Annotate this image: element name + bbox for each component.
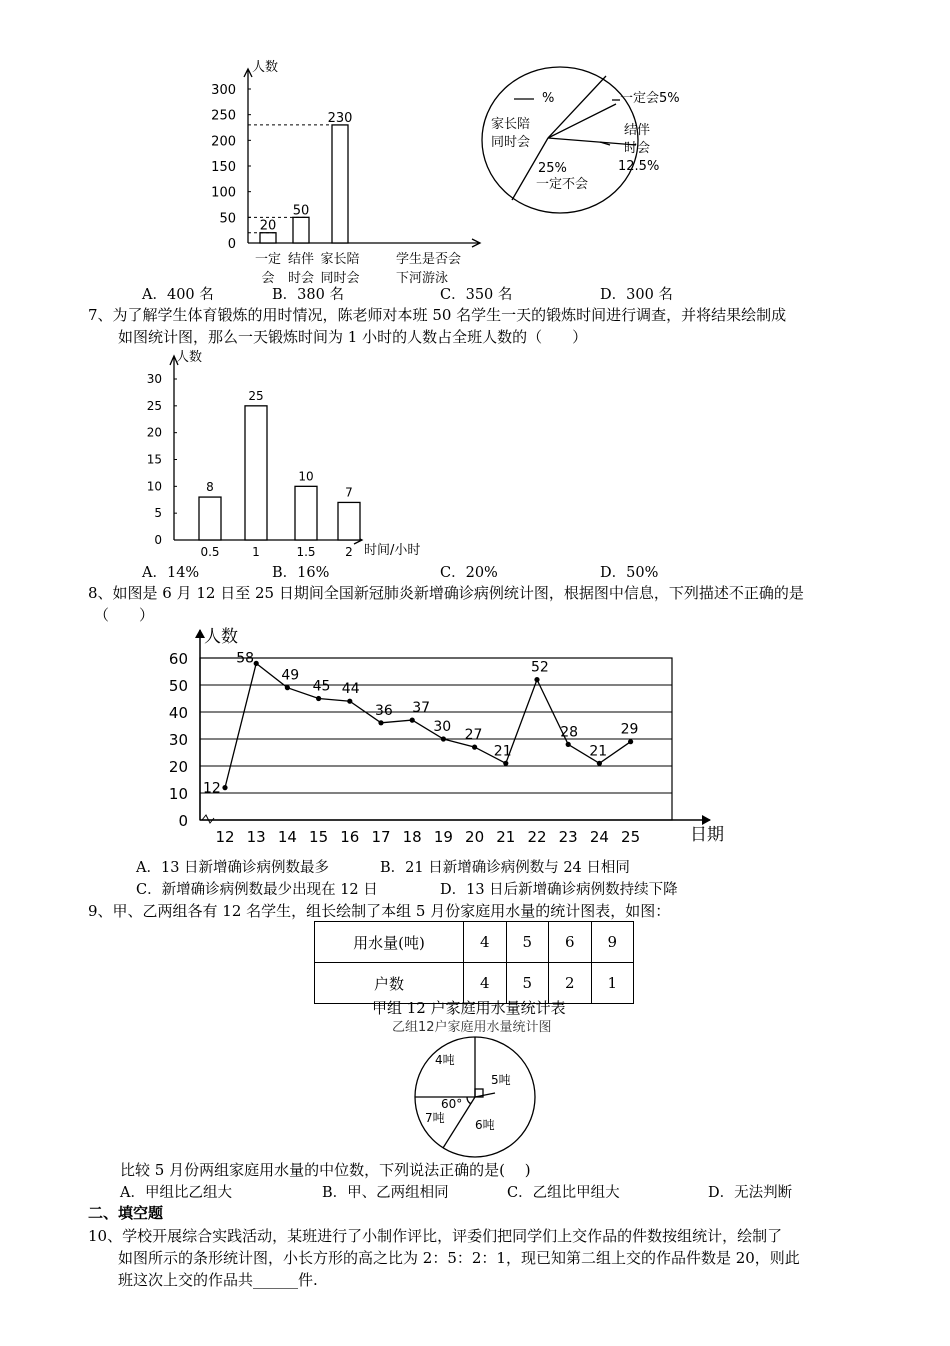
x-tick-label: 15 bbox=[309, 828, 329, 846]
q8-text-line1: 8、如图是 6 月 12 日至 25 日期间全国新冠肺炎新增确诊病例统计图，根据图中信息，下列描述不正确的是 bbox=[88, 584, 804, 602]
y-axis-title: 人数 bbox=[176, 350, 203, 365]
bar bbox=[245, 406, 267, 540]
x-tick-label: 13 bbox=[246, 828, 266, 846]
table-cell: 4 bbox=[464, 963, 507, 1004]
data-point bbox=[628, 739, 633, 744]
q9-pie-label: 7吨 bbox=[425, 1111, 445, 1125]
q9-angle-arc bbox=[467, 1097, 471, 1104]
q9-option-a[interactable]: A．甲组比乙组大 bbox=[120, 1185, 232, 1201]
data-point bbox=[472, 745, 477, 750]
q6-pie-label: 家长陪 bbox=[491, 117, 531, 132]
x-axis-title: 时间/小时 bbox=[364, 543, 421, 558]
q9-text-line1: 9、甲、乙两组各有 12 名学生，组长绘制了本组 5 月份家庭用水量的统计图表，如图： bbox=[88, 902, 671, 920]
q7-text-line1: 7、为了解学生体育锻炼的用时情况，陈老师对本班 50 名学生一天的锻炼时间进行调查，并将结果绘制成 bbox=[88, 306, 787, 324]
bar-value-label: 10 bbox=[298, 469, 314, 484]
data-point bbox=[316, 696, 321, 701]
y-tick-label: 50 bbox=[219, 211, 236, 227]
q10-text-line2: 如图所示的条形统计图，小长方形的高之比为 2：5：2：1，现已知第二组上交的作品件数是 20，则此 bbox=[118, 1249, 800, 1267]
bar bbox=[260, 233, 276, 243]
data-label: 36 bbox=[375, 702, 393, 719]
data-point bbox=[285, 685, 290, 690]
q6-pie-blank-pct: % bbox=[542, 91, 555, 106]
q6-option-b[interactable]: B．380 名 bbox=[272, 287, 344, 303]
q9-option-c[interactable]: C．乙组比甲组大 bbox=[507, 1185, 620, 1201]
data-label: 30 bbox=[433, 719, 452, 735]
table-cell: 1 bbox=[591, 963, 634, 1004]
x-tick-label: 23 bbox=[558, 828, 578, 846]
bar-value-label: 8 bbox=[206, 480, 214, 495]
q9-pie-title: 乙组12户家庭用水量统计图 bbox=[392, 1020, 552, 1035]
y-tick-label: 0 bbox=[154, 533, 162, 547]
x-category-label: 同时会 bbox=[320, 271, 360, 285]
y-tick-label: 250 bbox=[211, 108, 236, 124]
bar-value-label: 50 bbox=[292, 203, 310, 219]
x-tick-label: 14 bbox=[277, 828, 297, 846]
q8-option-b[interactable]: B．21 日新增确诊病例数与 24 日相同 bbox=[380, 860, 630, 876]
q6-pie-label: 时会 bbox=[624, 141, 651, 156]
y-tick-label: 0 bbox=[178, 812, 188, 830]
q8-option-a[interactable]: A．13 日新增确诊病例数最多 bbox=[136, 860, 330, 876]
bar bbox=[338, 502, 360, 540]
q9-pie-label: 4吨 bbox=[435, 1053, 455, 1067]
x-tick-label: 25 bbox=[621, 828, 641, 846]
data-label: 21 bbox=[589, 743, 608, 760]
data-point bbox=[534, 677, 539, 682]
x-tick-label: 18 bbox=[402, 828, 422, 846]
q6-pie-divider bbox=[548, 138, 636, 145]
table-cell: 9 bbox=[591, 922, 634, 963]
bar-value-label: 7 bbox=[345, 485, 353, 500]
x-tick-label: 2 bbox=[345, 545, 353, 559]
x-tick-label: 19 bbox=[433, 828, 453, 846]
y-tick-label: 40 bbox=[168, 704, 188, 722]
q9-option-b[interactable]: B．甲、乙两组相同 bbox=[322, 1185, 449, 1201]
data-point bbox=[222, 785, 227, 790]
section-heading: 二、填空题 bbox=[88, 1204, 164, 1222]
y-tick-label: 50 bbox=[168, 677, 188, 695]
x-axis-title: 下河游泳 bbox=[396, 271, 449, 285]
q8-line-chart bbox=[160, 622, 760, 852]
x-tick-label: 1 bbox=[252, 545, 260, 559]
y-tick-label: 30 bbox=[168, 731, 188, 749]
q6-pie-label: 一定会5% bbox=[620, 91, 680, 106]
x-axis-arrow bbox=[702, 815, 711, 825]
y-tick-label: 25 bbox=[146, 398, 162, 413]
q8-option-d[interactable]: D．13 日后新增确诊病例数持续下降 bbox=[440, 882, 678, 898]
x-axis-title: 学生是否会 bbox=[396, 252, 462, 267]
data-point bbox=[597, 761, 602, 766]
q6-option-c[interactable]: C．350 名 bbox=[440, 287, 513, 303]
data-point bbox=[566, 742, 571, 747]
q6-pie-divider bbox=[548, 76, 606, 138]
q6-pie-divider bbox=[548, 104, 616, 138]
x-category-label: 一定 bbox=[254, 252, 282, 267]
q10-text-line3: 班这次上交的作品共______件. bbox=[118, 1271, 318, 1289]
q6-pie-chart bbox=[470, 60, 710, 220]
data-point bbox=[378, 720, 383, 725]
data-label: 12 bbox=[203, 780, 221, 797]
q8-text-line2: （ ） bbox=[94, 606, 155, 624]
x-category-label: 家长陪 bbox=[320, 252, 360, 267]
y-tick-label: 100 bbox=[211, 185, 236, 201]
q9-pie-label: 6吨 bbox=[475, 1118, 495, 1132]
q6-pie-label: 25% bbox=[538, 161, 567, 176]
x-tick-label: 22 bbox=[527, 828, 547, 846]
y-tick-label: 20 bbox=[168, 758, 188, 776]
table-cell: 4 bbox=[464, 922, 507, 963]
table-head-cell: 户数 bbox=[315, 963, 464, 1004]
y-tick-label: 20 bbox=[146, 425, 162, 440]
x-tick-label: 21 bbox=[496, 828, 516, 846]
q9-option-d[interactable]: D．无法判断 bbox=[708, 1185, 793, 1201]
q9-question: 比较 5 月份两组家庭用水量的中位数，下列说法正确的是( ) bbox=[120, 1161, 531, 1179]
table-cell: 5 bbox=[506, 922, 549, 963]
data-label: 58 bbox=[236, 650, 255, 667]
x-category-label: 结伴 bbox=[287, 252, 315, 267]
q6-option-a[interactable]: A．400 名 bbox=[142, 287, 214, 303]
data-point bbox=[503, 761, 508, 766]
q9-angle-label: 60° bbox=[441, 1097, 463, 1111]
table-cell: 2 bbox=[549, 963, 592, 1004]
q7-option-c[interactable]: C．20% bbox=[440, 565, 498, 581]
x-tick-label: 20 bbox=[465, 828, 485, 846]
table-head-cell: 用水量(吨) bbox=[315, 922, 464, 963]
table-cell: 5 bbox=[506, 963, 549, 1004]
q6-pie-label: 一定不会 bbox=[536, 177, 589, 192]
q6-bar-axes bbox=[211, 59, 480, 285]
data-label: 45 bbox=[312, 678, 331, 695]
y-tick-label: 150 bbox=[211, 160, 236, 175]
x-tick-label: 17 bbox=[371, 828, 391, 846]
q8-option-c[interactable]: C．新增确诊病例数最少出现在 12 日 bbox=[136, 882, 378, 898]
q9-pie-label: 5吨 bbox=[491, 1073, 511, 1087]
bar bbox=[199, 497, 221, 540]
q7-option-b[interactable]: B．16% bbox=[272, 565, 330, 581]
data-point bbox=[254, 661, 259, 666]
q6-pie-label: 同时会 bbox=[491, 135, 531, 150]
q10-text-line1: 10、学校开展综合实践活动，某班进行了小制作评比，评委们把同学们上交作品的件数按组统计，绘制了 bbox=[88, 1227, 783, 1245]
y-axis-title: 人数 bbox=[252, 60, 279, 75]
x-category-label: 会 bbox=[261, 271, 275, 285]
data-label: 28 bbox=[560, 724, 579, 741]
bar bbox=[332, 125, 348, 243]
x-tick-label: 1.5 bbox=[296, 545, 316, 559]
bar bbox=[295, 486, 317, 540]
y-tick-label: 300 bbox=[211, 83, 236, 98]
y-axis-title: 人数 bbox=[204, 627, 238, 647]
y-tick-label: 10 bbox=[146, 479, 162, 494]
x-axis-title: 日期 bbox=[690, 825, 724, 845]
y-tick-label: 10 bbox=[168, 785, 188, 803]
bar-value-label: 230 bbox=[327, 110, 353, 126]
bar-value-label: 25 bbox=[248, 388, 264, 403]
q6-pie-label: 结伴 bbox=[624, 123, 651, 138]
y-tick-label: 30 bbox=[146, 372, 162, 386]
y-tick-label: 200 bbox=[211, 134, 236, 150]
table-row bbox=[315, 922, 634, 963]
data-point bbox=[410, 718, 415, 723]
q7-option-d[interactable]: D．50% bbox=[600, 565, 659, 581]
data-label: 29 bbox=[620, 721, 639, 738]
q9-water-table bbox=[314, 921, 634, 1004]
q9-pie-chart bbox=[405, 1032, 545, 1160]
data-label: 49 bbox=[281, 667, 300, 684]
axis-break bbox=[202, 815, 214, 823]
data-label: 27 bbox=[464, 727, 483, 744]
q6-pie-label: 12.5% bbox=[618, 159, 660, 174]
q6-option-d[interactable]: D．300 名 bbox=[600, 287, 673, 303]
q7-text-line2: 如图统计图，那么一天锻炼时间为 1 小时的人数占全班人数的（ ） bbox=[118, 328, 588, 346]
y-tick-label: 0 bbox=[227, 237, 236, 252]
data-label: 37 bbox=[412, 700, 431, 717]
q7-option-a[interactable]: A．14% bbox=[142, 565, 200, 581]
data-point bbox=[347, 699, 352, 704]
bar bbox=[293, 217, 309, 243]
x-category-label: 时会 bbox=[287, 271, 315, 285]
table-cell: 6 bbox=[549, 922, 592, 963]
y-tick-label: 60 bbox=[168, 650, 188, 668]
data-label: 52 bbox=[531, 659, 549, 676]
y-tick-label: 15 bbox=[146, 452, 162, 467]
x-tick-label: 24 bbox=[589, 828, 609, 846]
q9-table-caption: 甲组 12 户家庭用水量统计表 bbox=[372, 999, 566, 1017]
data-label: 21 bbox=[493, 743, 512, 760]
x-tick-label: 12 bbox=[215, 828, 235, 846]
data-point bbox=[441, 736, 446, 741]
q7-bar-group bbox=[147, 349, 421, 559]
x-tick-label: 16 bbox=[340, 828, 360, 846]
data-label: 44 bbox=[341, 681, 360, 698]
q7-bar-chart bbox=[140, 345, 440, 560]
y-tick-label: 5 bbox=[154, 506, 162, 521]
x-tick-label: 0.5 bbox=[200, 545, 220, 559]
q8-line-group bbox=[169, 627, 724, 846]
q6-bar-chart bbox=[200, 55, 490, 285]
bar-value-label: 20 bbox=[259, 218, 277, 234]
